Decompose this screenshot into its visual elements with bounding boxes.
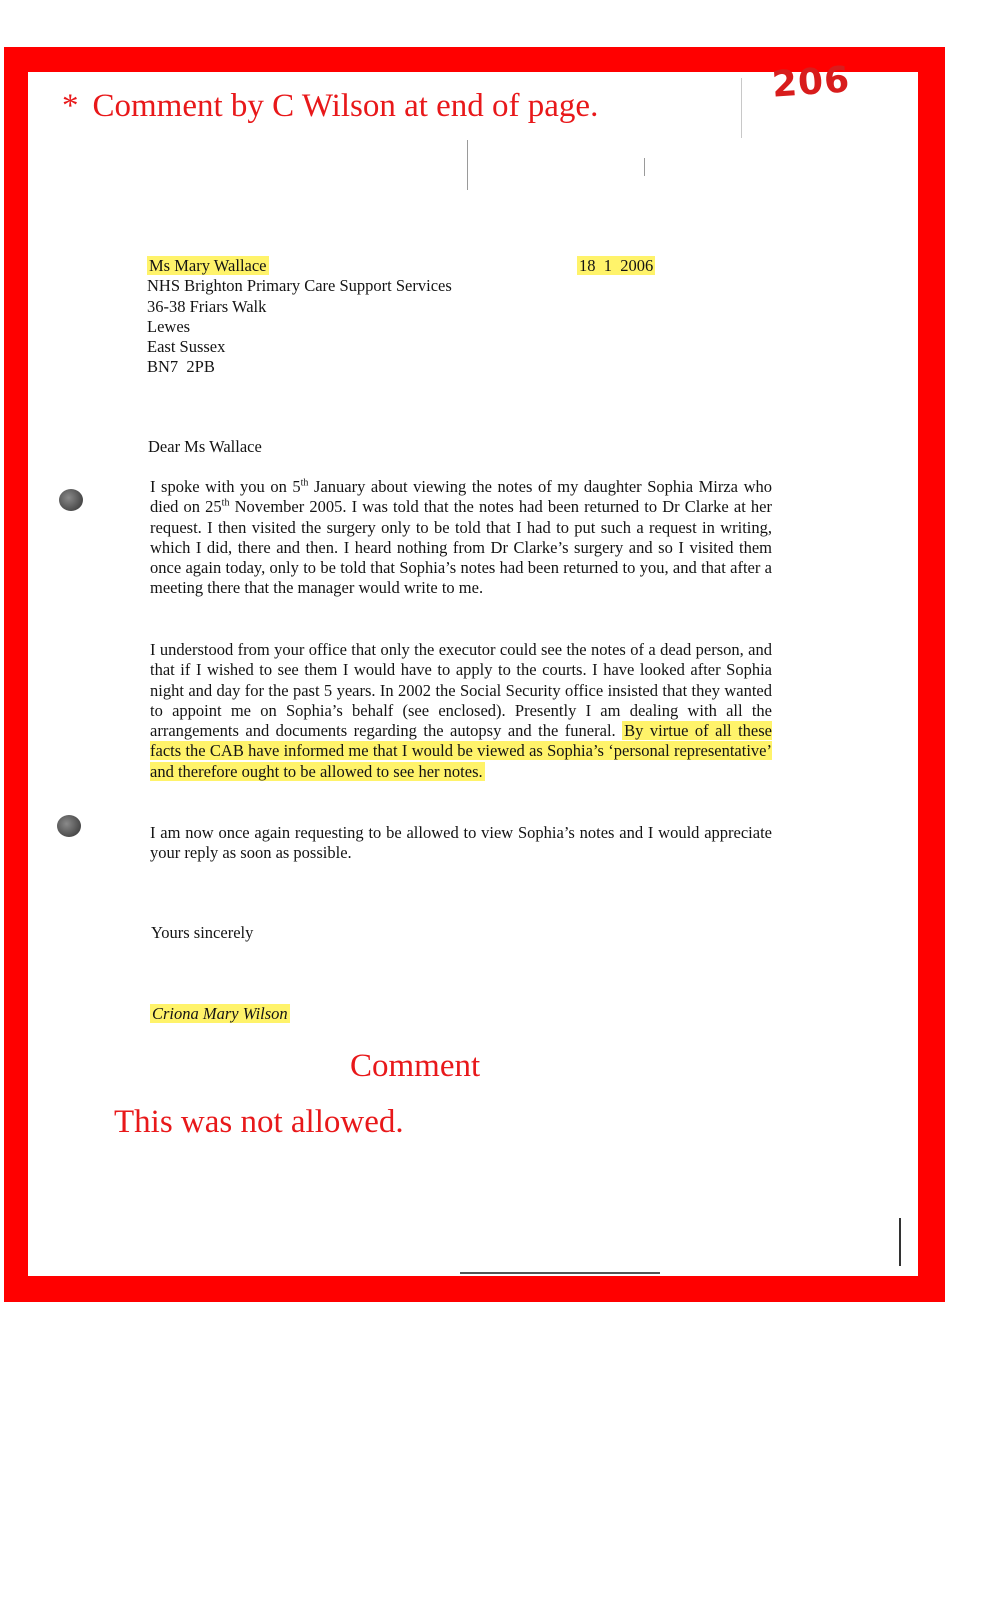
recipient-address [147, 256, 452, 378]
punch-hole-icon [57, 815, 81, 837]
paragraph-2 [150, 640, 772, 782]
recipient-postcode: BN7 2PB [147, 357, 215, 377]
annotation-top-note [62, 88, 598, 125]
paragraph-1-part-a: I spoke with you on 5 [150, 477, 301, 496]
recipient-organisation: NHS Brighton Primary Care Support Services [147, 276, 452, 296]
scan-artifact-line [467, 140, 468, 190]
ordinal-suffix: th [221, 497, 230, 509]
scan-artifact-line [644, 158, 645, 176]
recipient-county: East Sussex [147, 337, 226, 357]
paragraph-1-part-c: November 2005. I was told that the notes had been returned to Dr Clarke at her request. I then visited the surgery only to be told that I had to put such a request in writing, which I did, there and then. I heard nothing from Dr Clarke’s surgery and so I visited them once again today, only to be told that Sophia’s notes had been returned to you, and that after a meeting there that the manager would write to me. [150, 497, 772, 598]
letter-date [577, 256, 655, 276]
paragraph-1 [150, 477, 772, 599]
scan-artifact-line [741, 78, 742, 138]
recipient-name: Ms Mary Wallace [149, 256, 267, 275]
signature [150, 1004, 290, 1024]
signature-name: Criona Mary Wilson [152, 1004, 288, 1023]
asterisk-mark: * [62, 88, 79, 124]
comment-text: This was not allowed. [114, 1104, 404, 1140]
ordinal-suffix: th [300, 477, 309, 489]
paragraph-3: I am now once again requesting to be allowed to view Sophia’s notes and I would appreciate your reply as soon as possible. [150, 823, 772, 863]
annotation-text: Comment by C Wilson at end of page. [92, 88, 599, 124]
scan-artifact-line [899, 1218, 901, 1266]
closing: Yours sincerely [151, 923, 254, 942]
handwritten-page-number: 206 [770, 59, 852, 106]
date-text: 18 1 2006 [579, 256, 654, 275]
paragraph-1-part-b: January about viewing the notes of my daughter Sophia Mirza who died on 25 [150, 477, 772, 517]
punch-hole-icon [59, 489, 83, 511]
recipient-town: Lewes [147, 316, 191, 336]
recipient-street: 36-38 Friars Walk [147, 296, 267, 316]
salutation: Dear Ms Wallace [148, 437, 262, 456]
paragraph-2-highlighted: By virtue of all these facts the CAB have informed me that I would be viewed as Sophia’s ‘personal representative’ and therefore ought to be allowed to see her notes. [150, 721, 773, 781]
scan-artifact-line [460, 1272, 660, 1274]
comment-heading: Comment [350, 1048, 481, 1084]
paragraph-2-plain: I understood from your office that only the executor could see the notes of a dead person, and that if I wished to see them I would have to apply to the courts. I have looked after Sophia night and day for the past 5 years. In 2002 the Social Security office insisted that they wanted to appoint me on Sophia’s behalf (see enclosed). Presently I am dealing with all the arrangements and documents regarding the autopsy and the funeral. [150, 640, 772, 741]
